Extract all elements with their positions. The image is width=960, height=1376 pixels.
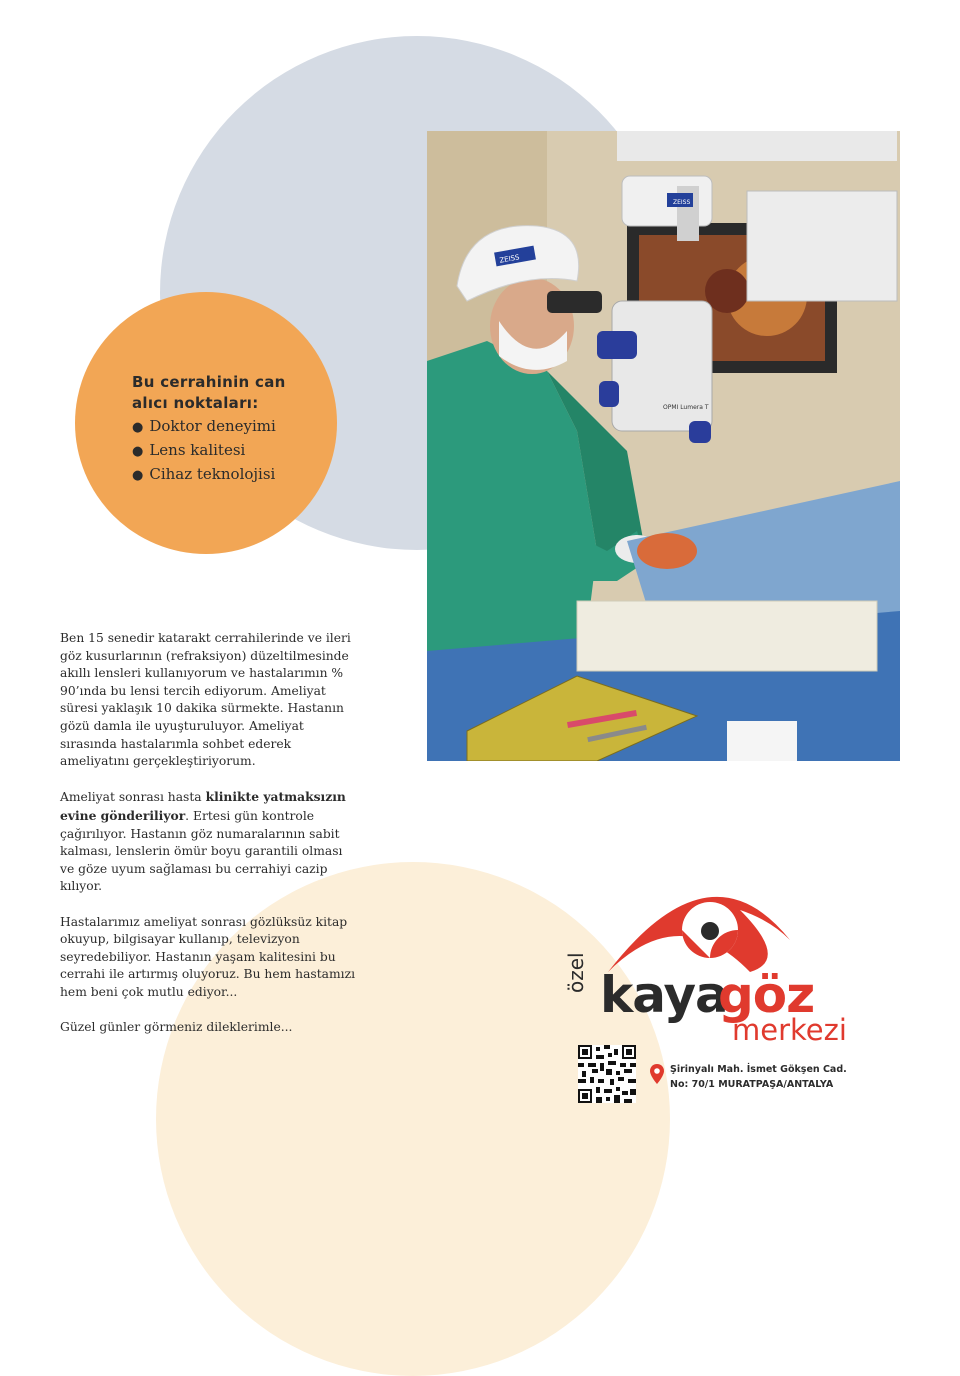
microscope-model-text: OPMI Lumera T (663, 404, 709, 411)
paragraph-2-emphasis: klinikte yatmaksızın evine gönderiliyor (60, 789, 346, 823)
paragraph-1: Ben 15 senedir katarakt cerrahilerinde ve ileri göz kusurlarının (refraksiyon) düzeltilmesinde akıllı lensleri kullanıyorum ve hastalarımın % 90’ında bu lensi tercih ediyorum. Ameliyat süresi yaklaşık 10 dakika sürmekte. Hastanın gözü damla ile uyuşturuluyor. Ameliyat sırasında hastalarımla sohbet ederek ameliyatını gerçekleştiriyorum. (60, 631, 351, 769)
surgery-photo (427, 131, 900, 761)
callout-item-lens-quality: ● Lens kalitesi (132, 439, 317, 463)
closing-line: Güzel günler görmeniz dileklerimle... (60, 1020, 293, 1035)
callout-item-experience: ● Doktor deneyimi (132, 415, 317, 439)
location-pin-icon (650, 1064, 664, 1084)
address-line2: No: 70/1 MURATPAŞA/ANTALYA (670, 1079, 834, 1090)
highlights-callout (75, 292, 337, 554)
callout-title (132, 372, 317, 414)
brand-goz: göz (718, 966, 815, 1024)
article-body (60, 630, 360, 1054)
cap-brand-text: ZEISS (498, 253, 521, 265)
microscope-brand-text: ZEISS (673, 199, 691, 206)
clinic-address (650, 1062, 847, 1092)
callout-title-line2: alıcı noktaları: (132, 394, 259, 412)
kayagoz-logo (560, 880, 850, 1047)
brand-kaya: kaya (600, 966, 728, 1024)
brand-ozel: özel (564, 952, 588, 993)
paragraph-2: Ameliyat sonrası hasta klinikte yatmaksızın evine gönderiliyor. Ertesi gün kontrole çağırılıyor. Hastanın göz numaralarının sabit kalması, lenslerin ömür boyu garantili olması ve göze uyum sağlaması bu cerrahiyi cazip kılıyor. (60, 789, 346, 894)
brand-merkezi: merkezi (732, 1013, 847, 1047)
paragraph-3: Hastalarımız ameliyat sonrası gözlüksüz kitap okuyup, bilgisayar kullanıp, televizyon seyredebiliyor. Hastanın yaşam kalitesini bu cerrahi ile artırmış oluyoruz. Bu hem hastamızı hem beni çok mutlu ediyor... (60, 914, 356, 999)
qr-code-icon[interactable] (578, 1045, 636, 1103)
callout-title-line1: Bu cerrahinin can (132, 373, 286, 391)
address-line1: Şirinyalı Mah. İsmet Gökşen Cad. (670, 1064, 847, 1075)
callout-item-device-technology: ● Cihaz teknolojisi (132, 463, 317, 487)
callout-list (132, 415, 317, 487)
